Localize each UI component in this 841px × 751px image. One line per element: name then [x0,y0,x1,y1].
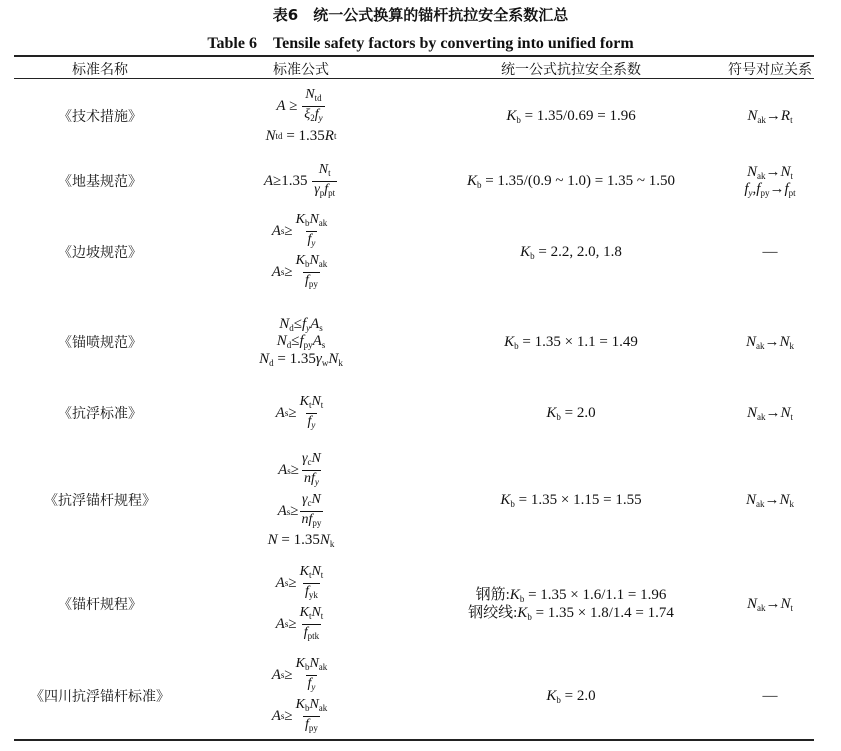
header-standard-name: 标准名称 [72,62,128,78]
row-symbol-relation: — [762,243,778,260]
table-row [0,388,841,438]
row-name: 《四川抗浮锚杆标准》 [30,689,170,705]
row-formula: $N_d\le f_yA_s$ $N_d\le f_{py}A_s$ $N_d = 1.35\gamma_wN_k$ [259,315,343,368]
row-symbol-relation: $N_{ak}\to R_t$ [747,107,793,125]
row-formula: A ≥ $\frac{N_{td}}{\xi_2f_y}$ N td = 1.35 R t [265,86,337,144]
row-name: 《抗浮标准》 [58,406,142,422]
top-rule [14,55,814,57]
row-symbol-relation: $N_{ak}\to N_t$ [746,595,794,613]
row-safety-factor: $K_b = 2.2$, 2.0, 1.8 [520,243,622,261]
row-name: 《技术措施》 [58,109,142,125]
row-name: 《地基规范》 [58,174,142,190]
row-name: 《锚喷规范》 [58,335,142,351]
row-symbol-relation: $N_{ak}\to N_t$ [746,404,794,422]
row-safety-factor: $K_b = 2.0$ [546,404,596,422]
header-symbol-relation: 符号对应关系 [728,62,812,78]
table-row [0,450,841,550]
row-safety-factor: $K_b = 1.35/0.69 = 1.96$ [506,107,636,125]
table-row [0,654,841,738]
row-name: 《边坡规范》 [58,245,142,261]
row-name: 《抗浮锚杆规程》 [44,493,156,509]
row-symbol-relation: $N_{ak}\to N_k$ [745,491,795,509]
row-formula: A s ≥ $\frac{K_bN_{ak}}{f_y}$ A s ≥ $\frac{K_bN_{ak}}{f_{py}}$ [186,212,416,292]
table-row [0,84,841,148]
header-safety-factor: 统一公式抗拉安全系数 [501,62,641,78]
row-safety-factor: $K_b = 1.35 \times 1.15 = 1.55$ [500,491,642,509]
table-caption-cn: 表6 统一公式换算的锚杆抗拉安全系数汇总 [272,6,569,24]
table-caption-en: Table 6 Tensile safety factors by converting into unified form [207,35,634,52]
row-safety-factor: $K_b = 1.35 \times 1.1 = 1.49$ [504,333,638,351]
row-safety-factor: 钢筋$:K_b = 1.35 \times 1.6/1.1 = 1.96$ 钢绞线$:K_b = 1.35 \times 1.8/1.4 = 1.74$ [468,584,674,622]
table-row [0,562,841,646]
header-standard-formula: 标准公式 [273,62,329,78]
row-formula: A s ≥ $\frac{K_bN_{ak}}{f_y}$ A s ≥ $\frac{K_bN_{ak}}{f_{py}}$ [186,654,416,738]
table-row [0,156,841,206]
row-formula: A s ≥ $\frac{\gamma_cN}{nf_y}$ A s ≥ $\frac{\gamma_cN}{nf_{py}}$ $N = 1.35N_k$ [267,451,335,550]
row-symbol-relation: — [762,687,778,704]
table-row [0,310,841,374]
row-formula: A s ≥ $\frac{K_tN_t}{f_{yk}}$ A s ≥ $\frac{K_tN_t}{f_{ptk}}$ [186,562,416,646]
table-row [0,212,841,292]
row-symbol-relation: $N_{ak}\to N_k$ [745,333,795,351]
header-rule [14,78,814,79]
row-safety-factor: $K_b = 1.35/(0.9$ ~ 1.0) = 1.35 ~ 1.50 [466,172,676,190]
bottom-rule [14,739,814,741]
row-name: 《锚杆规程》 [58,597,142,613]
row-formula: A s ≥ $\frac{K_tN_t}{f_y}$ [186,388,416,438]
row-formula: A ≥1.35 $\frac{N_t}{\gamma_pf_{pt}}$ [186,156,416,206]
row-safety-factor: $K_b = 2.0$ [546,687,596,705]
row-symbol-relation: $N_{ak}\to N_t$ $f_y,f_{py}\to f_{pt}$ [744,163,796,198]
